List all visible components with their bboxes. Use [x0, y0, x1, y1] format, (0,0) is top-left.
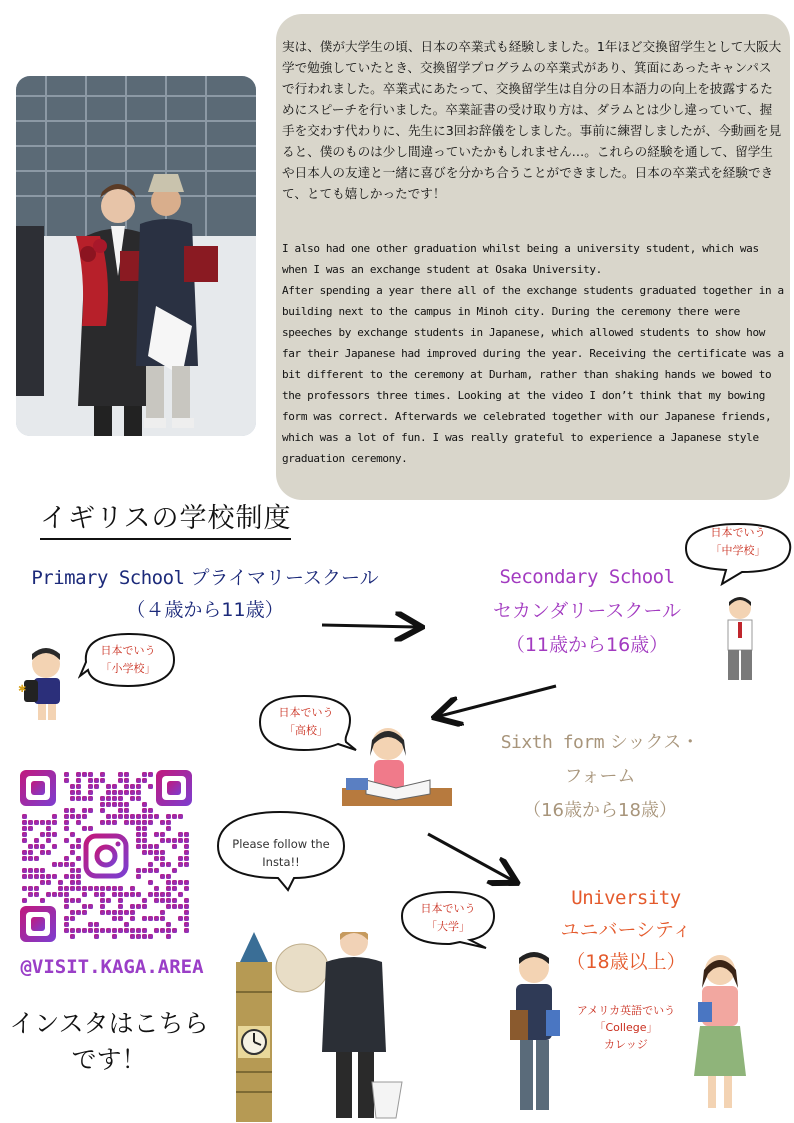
article-japanese-text: 実は、僕が大学生の頃、日本の卒業式も経験しました。1年ほど交換留学生として大阪大学で勉強していたとき、交換留学プログラムの卒業式があり、箕面にあったキャンパスで行われました。卒業式にあたって、交換留学生は自分の日本語力の向上を披露するためにスピーチを行いました。卒業証書の受け取り方は、ダラムとは少し違っていて、握手を交わす代わりに、先生に3回お辞儀をしました。事前に練習しましたが、今動画を見ると、僕のものは少し間違っていたかもしれません…。これらの経験を通して、留学生や日本人の友達と一緒に喜びを分かち合うことができました。日本の卒業式を経験できて、とても嬉しかったです！: [282, 39, 782, 201]
stage-secondary-age: （11歳から16歳）: [505, 634, 669, 656]
stage-primary-jp: プライマリースクール: [190, 567, 379, 589]
instagram-cta-1: インスタはこちら: [9, 1009, 209, 1038]
instagram-cta: [0, 1006, 218, 1078]
instagram-cta-2: です！: [71, 1045, 147, 1074]
university-female-student-illustration: [690, 952, 750, 1116]
bubble-secondary-2: 「中学校」: [710, 544, 766, 557]
bubble-secondary-1: 日本でいう: [710, 526, 766, 539]
bubble-insta-2: Insta!!: [262, 855, 300, 869]
bubble-primary-2: 「小学校」: [100, 662, 156, 675]
arrow-sixth-to-university: [428, 834, 512, 880]
college-note-3: カレッジ: [604, 1038, 648, 1051]
arrow-primary-to-secondary: [322, 625, 416, 627]
secondary-student-illustration: [722, 594, 758, 686]
article-english-para-2: After spending a year there all of the exchange students graduated together in a building next to the campus in Minoh city. During the ceremony there were speeches by exchange students in Japanese, which allowed students to show how far their Japanese had improved during the year. Receiving the certificate was a bit different to the ceremony at Durham, rather than shaking hands we bowed to the professors three times. Looking at the video I don’t think that my bowing form was correct. Afterwards we celebrated together with our Japanese friends, which was a lot of fun. I was really grateful to experience a Japanese style graduation ceremony.: [282, 284, 784, 465]
stage-primary-en: Primary School: [31, 567, 185, 589]
big-ben-and-person-illustration: [226, 932, 426, 1122]
arrow-secondary-to-sixth: [440, 686, 556, 716]
sixth-form-student-illustration: [336, 718, 456, 814]
bubble-primary: [78, 630, 178, 692]
stage-secondary-en: Secondary School: [499, 566, 675, 588]
bubble-university-1: 日本でいう: [420, 902, 476, 915]
bubble-sixth-2: 「高校」: [284, 724, 328, 737]
primary-student-illustration: [16, 644, 72, 724]
bubble-secondary: [682, 520, 794, 586]
bubble-insta-1: Please follow the: [232, 837, 330, 851]
stage-secondary-jp: セカンダリースクール: [493, 600, 681, 622]
bubble-university-2: 「大学」: [426, 920, 470, 933]
article-english-para-1: I also had one other graduation whilst being a university student, which was when I was an exchange student at Osaka University.: [282, 242, 759, 276]
stage-university-jp: ユニバーシティ: [560, 919, 692, 941]
stage-sixth-jp-2: フォーム: [564, 766, 636, 787]
bubble-sixth-1: 日本でいう: [278, 706, 334, 719]
bubble-insta: [214, 808, 348, 892]
college-note-2: 「College」: [594, 1021, 658, 1034]
instagram-qr-code[interactable]: [20, 770, 192, 942]
stage-sixth-jp-1: シックス・: [609, 732, 700, 753]
stage-university-age: （18歳以上）: [566, 951, 686, 973]
section-title: イギリスの学校制度: [40, 500, 291, 540]
stage-sixth-en: Sixth form: [500, 732, 605, 753]
stage-primary-age: （４歳から11歳）: [126, 599, 284, 621]
stage-sixth-age: （16歳から18歳）: [523, 800, 677, 821]
instagram-handle[interactable]: @VISIT.KAGA.AREA: [20, 956, 204, 978]
university-male-student-illustration: [506, 950, 566, 1118]
college-note-1: アメリカ英語でいう: [576, 1004, 676, 1017]
svg-text:✱: ✱: [18, 684, 27, 695]
bubble-primary-1: 日本でいう: [100, 644, 156, 657]
stage-university-en: University: [571, 887, 681, 909]
